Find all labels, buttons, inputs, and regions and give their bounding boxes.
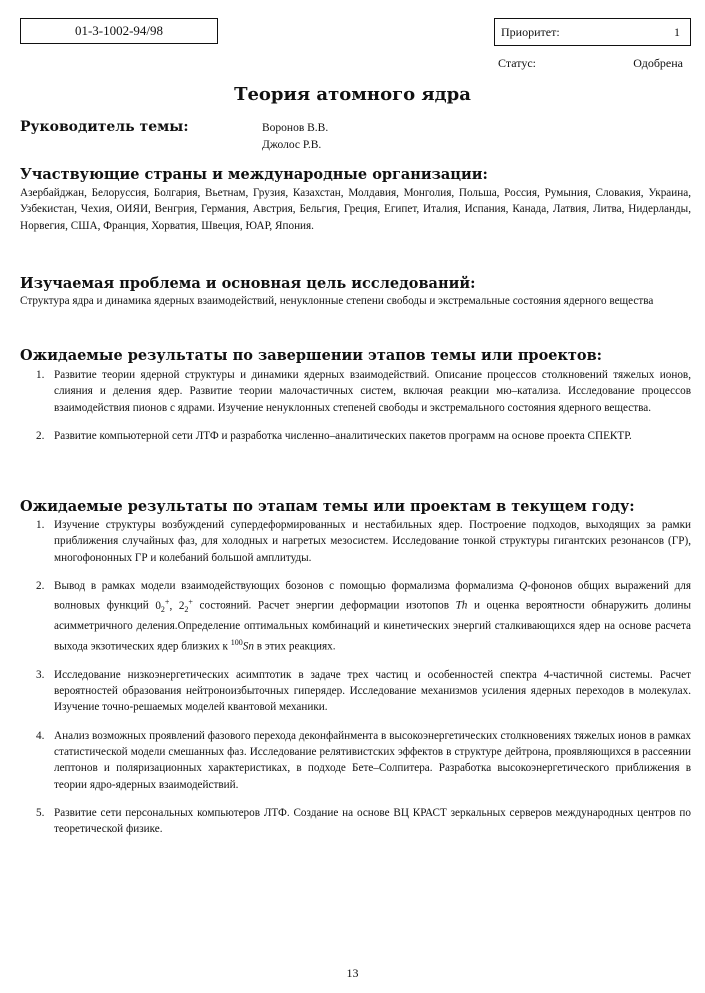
- item-number: 5.: [36, 806, 45, 819]
- item-number: 2.: [36, 429, 45, 442]
- priority-value: 1: [674, 25, 680, 39]
- item-text: Развитие компьютерной сети ЛТФ и разработка численно–аналитических пакетов программ на основе проекта СПЕКТР.: [54, 429, 632, 442]
- item-text-part: в этих реакциях.: [253, 640, 336, 653]
- theme-code-box: [20, 18, 218, 44]
- list-item: [20, 667, 691, 716]
- page-number: 13: [346, 966, 359, 980]
- item-number: 2.: [36, 579, 45, 592]
- sn-symbol: Sn: [242, 640, 254, 653]
- priority-label: Приоритет:: [501, 25, 560, 39]
- item-number: 3.: [36, 668, 45, 681]
- q-symbol: Q: [519, 579, 528, 592]
- item-number: 1.: [36, 369, 45, 381]
- list-item: [20, 517, 691, 566]
- leader-name: Воронов В.В.: [262, 122, 329, 134]
- item-text: Развитие теории ядерной структуры и динамики ядерных взаимодействий. Описание процессов столкновений тяжелых ионов, слияния и деления ядер. Развитие теории малочастичных систем, включая реакции мю–катализа. Исследование процессов взаимодействия пионов с ядрами. Изучение ненуклонных степеней свободы и экстремального состояния ядерного вещества.: [54, 369, 691, 414]
- item-text-part: -фононов общих выражений для волновых функций: [54, 579, 691, 612]
- list-item: [20, 367, 691, 416]
- th-symbol: Th: [455, 599, 468, 612]
- expected-year-list: [20, 517, 691, 837]
- problem-heading: Изучаемая проблема и основная цель исследований:: [20, 275, 476, 292]
- leader-name: Джолос Р.В.: [262, 139, 322, 151]
- expected-stages-list: [20, 367, 691, 444]
- item-text-part: Вывод в рамках модели взаимодействующих бозонов с помощью формализма формализма: [54, 579, 520, 592]
- item-text: Анализ возможных проявлений фазового перехода деконфайнмента в высокоэнергетических столкновениях тяжелых ионов в рамках статистической модели смешанных фаз. Исследование релятивистских эффектов в структуре дейтрона, проявляющихся в рассеянии лептонов и поляризационных характеристиках, в подходе Бете–Солпитера. Разработка высокоэнергетического приближения в теории ядро-ядерных взаимодействий.: [54, 729, 691, 791]
- countries-text: Азербайджан, Белоруссия, Болгария, Вьетнам, Грузия, Казахстан, Молдавия, Монголия, Польша, Россия, Румыния, Словакия, Украина, Узбекистан, Чехия, ОИЯИ, Венгрия, Германия, Австрия, Бельгия, Греция, Египет, Италия, Испания, Канада, Латвия, Литва, Нидерланды, Норвегия, США, Франция, Хорватия, Швеция, ЮАР, Япония.: [20, 187, 691, 232]
- item-text-part: состояний. Расчет энергии деформации изотопов: [192, 599, 456, 612]
- countries-heading: Участвующие страны и международные организации:: [20, 166, 488, 183]
- item-text: Развитие сети персональных компьютеров ЛТФ. Создание на основе ВЦ КРАСТ зеркальных серверов международных центров по теоретической физике.: [54, 806, 691, 836]
- expected-stages-heading: Ожидаемые результаты по завершении этапов темы или проектов:: [20, 347, 603, 364]
- list-item: [20, 805, 691, 838]
- sn-mass-number: 100: [230, 637, 243, 647]
- theme-code: 01-3-1002-94/98: [74, 23, 164, 38]
- item-text: Исследование низкоэнергетических асимптотик в задаче трех частиц и особенностей спектра 4-частичной системы. Расчет вероятностей образования нейтроноизбыточных гиперядер. Исследование механизмов усиления ядерных переходов в молекулах. Изучение точно-решаемых моделей квантовой механики.: [54, 668, 691, 714]
- wave-function-formula: $0_2^+$, $2_2^+$: [155, 597, 193, 615]
- status-label: Статус:: [498, 56, 536, 70]
- status-value: Одобрена: [633, 56, 683, 70]
- list-item: [20, 428, 691, 444]
- expected-year-heading: Ожидаемые результаты по этапам темы или проектам в текущем году:: [20, 498, 635, 515]
- leader-label: Руководитель темы:: [20, 119, 189, 135]
- document-title: Теория атомного ядра: [234, 84, 471, 105]
- item-number: 4.: [36, 729, 45, 742]
- list-item: [20, 728, 691, 793]
- item-text: Изучение структуры возбуждений супердеформированных и нестабильных ядер. Построение подходов, выходящих за рамки приближения случайных фаз, для холодных и нагретых мезосистем. Исследование тонкой структуры гигантских резонансов (ГР), многофононных ГР и колебаний большой амплитуды.: [54, 519, 691, 564]
- priority-box: [494, 18, 691, 46]
- item-text-part: и оценка вероятности обнаружить долины асимметричного деления.Определение оптимальных комбинаций и кинетических энергий сталкивающихся ядер на основе расчета выхода экзотических ядер близких к: [54, 599, 691, 653]
- problem-text: Структура ядра и динамика ядерных взаимодействий, ненуклонные степени свободы и экстремальные состояния ядерного вещества: [20, 295, 654, 307]
- item-number: 1.: [36, 519, 45, 531]
- leader-names: [262, 120, 328, 154]
- list-item: [20, 578, 691, 655]
